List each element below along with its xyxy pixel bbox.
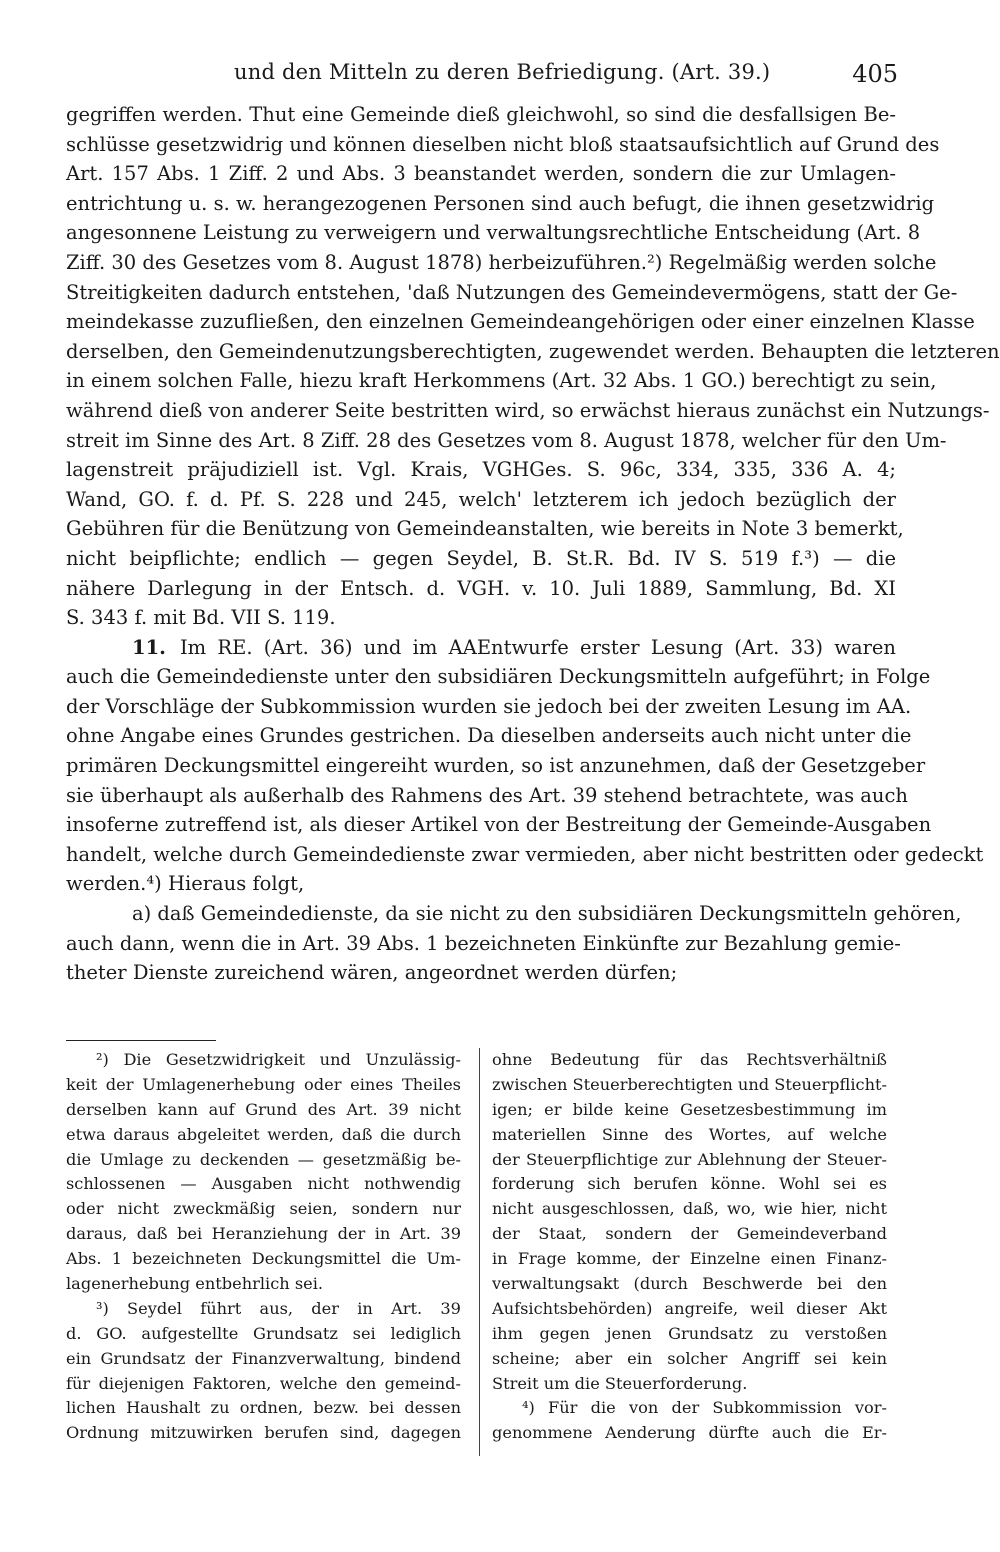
main-text [66,100,1000,988]
text-line: insoferne zutreffend ist, als dieser Artikel von der Bestreitung der Gemeinde-Ausgaben [66,813,932,837]
footnote-line: der Staat, sondern der Gemeindeverband [492,1224,887,1244]
list-item-a: a) daß Gemeindedienste, da sie nicht zu den subsidiären Deckungsmitteln gehören, [132,902,962,926]
text-line: Streitigkeiten dadurch entstehen, 'daß Nutzungen des Gemeindevermögens, statt der Ge- [66,280,958,304]
text-line: Gebühren für die Benützung von Gemeindeanstalten, wie bereits in Note 3 bemerkt, [66,517,904,541]
footnote-line: scheine; aber ein solcher Angriff sei kein [492,1348,887,1368]
footnote-line: verwaltungsakt (durch Beschwerde bei den [492,1274,887,1294]
text-line: meindekasse zuzufließen, den einzelnen Gemeindeangehörigen oder einer einzelnen Klasse [66,310,975,334]
text-line: gegriffen werden. Thut eine Gemeinde dieß gleichwohl, so sind die desfallsigen Be- [66,103,896,126]
text-line: nähere Darlegung in der Entsch. d. VGH. v. 10. Juli 1889, Sammlung, Bd. XI [66,576,896,600]
footnotes-left-column [66,1048,461,1446]
footnote-4: ⁴) Für die von der Subkommission vor- [522,1398,887,1418]
footnote-line: oder nicht zweckmäßig seien, sondern nur [66,1199,461,1219]
footnote-line: materiellen Sinne des Wortes, auf welche [492,1124,887,1144]
running-title: und den Mitteln zu deren Befriedigung. (Art. 39.) [234,60,771,84]
text-line: während dieß von anderer Seite bestritten wird, so erwächst hieraus zunächst ein Nutzungs- [66,398,990,422]
text-line: Art. 157 Abs. 1 Ziff. 2 und Abs. 3 beanstandet werden, sondern die zur Umlagen- [66,162,896,186]
text-line: werden.⁴) Hieraus folgt, [66,872,305,896]
footnote-line: daraus, daß bei Heranziehung der in Art. 39 [66,1224,461,1244]
footnote-line: ein Grundsatz der Finanzverwaltung, bindend [66,1348,461,1368]
footnote-rule [66,1040,216,1041]
footnote-line: igen; er bilde keine Gesetzesbestimmung im [492,1099,887,1119]
footnote-line: etwa daraus abgeleitet werden, daß die durch [66,1124,461,1144]
footnote-line: Abs. 1 bezeichneten Deckungsmittel die Um- [66,1249,461,1269]
page-number: 405 [852,60,898,88]
footnote-line: zwischen Steuerberechtigten und Steuerpflicht- [492,1074,887,1094]
footnote-line: für diejenigen Faktoren, welche den gemeind- [66,1373,461,1393]
footnote-line: Streit um die Steuerforderung. [492,1373,748,1393]
text-line: auch die Gemeindedienste unter den subsidiären Deckungsmitteln aufgeführt; in Folge [66,665,931,689]
footnote-line: d. GO. aufgestellte Grundsatz sei lediglich [66,1323,461,1343]
column-divider [479,1048,480,1456]
footnote-line: schlossenen — Ausgaben nicht nothwendig [66,1174,461,1194]
footnote-line: ohne Bedeutung für das Rechtsverhältniß [492,1050,887,1069]
text-line: lagenstreit präjudiziell ist. Vgl. Krais, VGHGes. S. 96c, 334, 335, 336 A. 4; [66,458,896,482]
text-line: S. 343 f. mit Bd. VII S. 119. [66,606,336,630]
text-line: primären Deckungsmittel eingereiht wurden, so ist anzunehmen, daß der Gesetzgeber [66,754,926,778]
text-line: streit im Sinne des Art. 8 Ziff. 28 des Gesetzes vom 8. August 1878, welcher für den Um- [66,428,947,452]
text-line: angesonnene Leistung zu verweigern und verwaltungsrechtliche Entscheidung (Art. 8 [66,221,921,245]
footnote-line: derselben kann auf Grund des Art. 39 nicht [66,1099,461,1119]
text-line: Ziff. 30 des Gesetzes vom 8. August 1878) herbeizuführen.²) Regelmäßig werden solche [66,250,937,274]
text-line: auch dann, wenn die in Art. 39 Abs. 1 bezeichneten Einkünfte zur Bezahlung gemie- [66,931,901,955]
footnote-line: ihm gegen jenen Grundsatz zu verstoßen [492,1323,887,1343]
text-line: theter Dienste zureichend wären, angeordnet werden dürfen; [66,961,678,985]
footnotes-right-column [492,1048,887,1446]
section-number: 11. [132,635,166,659]
footnote-line: lichen Haushalt zu ordnen, bezw. bei dessen [66,1398,461,1418]
footnote-3: ³) Seydel führt aus, der in Art. 39 [96,1298,461,1318]
section-11-first-line [66,633,896,663]
text-line: entrichtung u. s. w. herangezogenen Personen sind auch befugt, die ihnen gesetzwidrig [66,191,935,215]
footnote-line: keit der Umlagenerhebung oder eines Theiles [66,1074,461,1094]
footnote-line: genommene Aenderung dürfte auch die Er- [492,1423,887,1443]
text-line: derselben, den Gemeindenutzungsberechtigten, zugewendet werden. Behaupten die letzteren [66,339,1000,363]
page-header [66,60,896,100]
text-line: Wand, GO. f. d. Pf. S. 228 und 245, welch' letzterem ich jedoch bezüglich der [66,487,896,511]
book-page [66,60,1000,1443]
text-line: ohne Angabe eines Grundes gestrichen. Da dieselben anderseits auch nicht unter die [66,724,912,748]
text-line: handelt, welche durch Gemeindedienste zwar vermieden, aber nicht bestritten oder gedeckt [66,842,984,866]
footnote-line: Aufsichtsbehörden) angreife, weil dieser Akt [492,1298,887,1318]
footnote-line: in Frage komme, der Einzelne einen Finanz- [492,1249,887,1269]
footnote-line: der Steuerpflichtige zur Ablehnung der Steuer- [492,1149,887,1169]
footnote-line: Ordnung mitzuwirken berufen sind, dagegen [66,1423,461,1443]
text-line: in einem solchen Falle, hiezu kraft Herkommens (Art. 32 Abs. 1 GO.) berechtigt zu sein, [66,369,937,393]
footnote-line: lagenerhebung entbehrlich sei. [66,1274,324,1294]
footnote-2: ²) Die Gesetzwidrigkeit und Unzulässig- [96,1050,461,1069]
text-line: der Vorschläge der Subkommission wurden sie jedoch bei der zweiten Lesung im AA. [66,694,912,718]
text-line: Im RE. (Art. 36) und im AAEntwurfe erster Lesung (Art. 33) waren [179,635,896,659]
footnote-line: die Umlage zu deckenden — gesetzmäßig be- [66,1149,461,1169]
footnote-line: nicht ausgeschlossen, daß, wo, wie hier, nicht [492,1199,887,1219]
text-line: sie überhaupt als außerhalb des Rahmens des Art. 39 stehend betrachtete, was auch [66,783,908,807]
footnote-line: forderung sich berufen könne. Wohl sei es [492,1174,887,1194]
text-line: nicht beipflichte; endlich — gegen Seydel, B. St.R. Bd. IV S. 519 f.³) — die [66,546,896,570]
text-line: schlüsse gesetzwidrig und können dieselben nicht bloß staatsaufsichtlich auf Grund des [66,132,940,156]
